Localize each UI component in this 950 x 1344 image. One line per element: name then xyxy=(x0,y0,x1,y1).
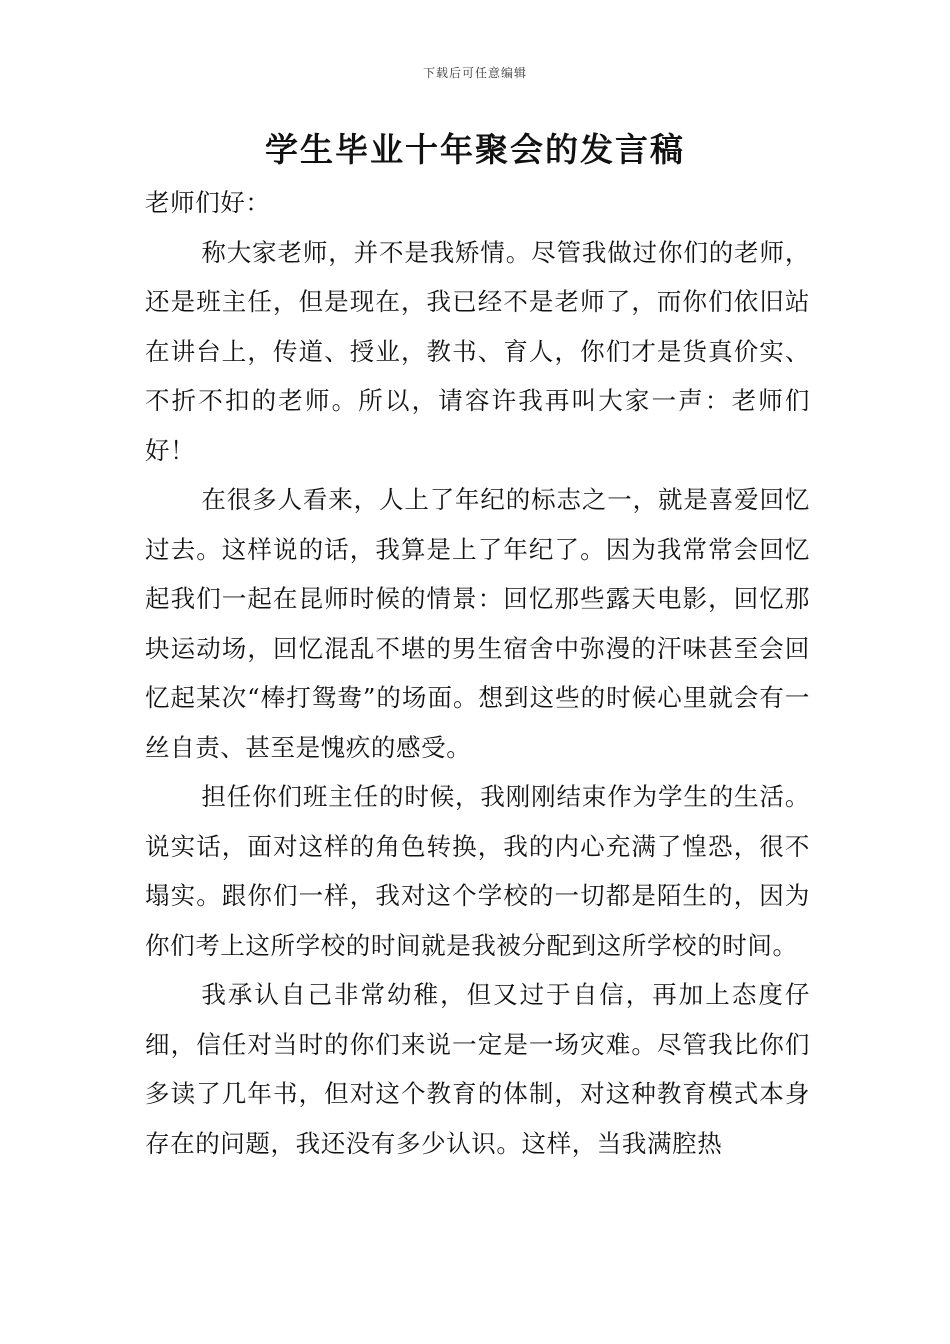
document-body xyxy=(145,178,810,1168)
paragraph-4: 我承认自己非常幼稚，但又过于自信，再加上态度仔细，信任对当时的你们来说一定是一场灾难。尽管我比你们多读了几年书，但对这个教育的体制，对这种教育模式本身存在的问题，我还没有多少认识。这样，当我满腔热 xyxy=(145,980,810,1158)
paragraph-3: 担任你们班主任的时候，我刚刚结束作为学生的生活。说实话，面对这样的角色转换，我的内心充满了惶恐，很不塌实。跟你们一样，我对这个学校的一切都是陌生的，因为你们考上这所学校的时间就是我被分配到这所学校的时间。 xyxy=(145,782,810,960)
paragraph-1: 称大家老师，并不是我矫情。尽管我做过你们的老师，还是班主任，但是现在，我已经不是老师了，而你们依旧站在讲台上，传道、授业，教书、育人，你们才是货真价实、不折不扣的老师。所以，请容许我再叫大家一声：老师们好！ xyxy=(145,237,810,465)
document-title: 学生毕业十年聚会的发言稿 xyxy=(265,130,685,169)
header-note: 下载后可任意编辑 xyxy=(422,66,527,80)
salutation: 老师们好： xyxy=(145,188,271,217)
paragraph-2: 在很多人看来，人上了年纪的标志之一，就是喜爱回忆过去。这样说的话，我算是上了年纪了。因为我常常会回忆起我们一起在昆师时候的情景：回忆那些露天电影，回忆那块运动场，回忆混乱不堪的男生宿舍中弥漫的汗味甚至会回忆起某次“棒打鸳鸯”的场面。想到这些的时候心里就会有一丝自责、甚至是愧疚的感受。 xyxy=(145,485,810,762)
